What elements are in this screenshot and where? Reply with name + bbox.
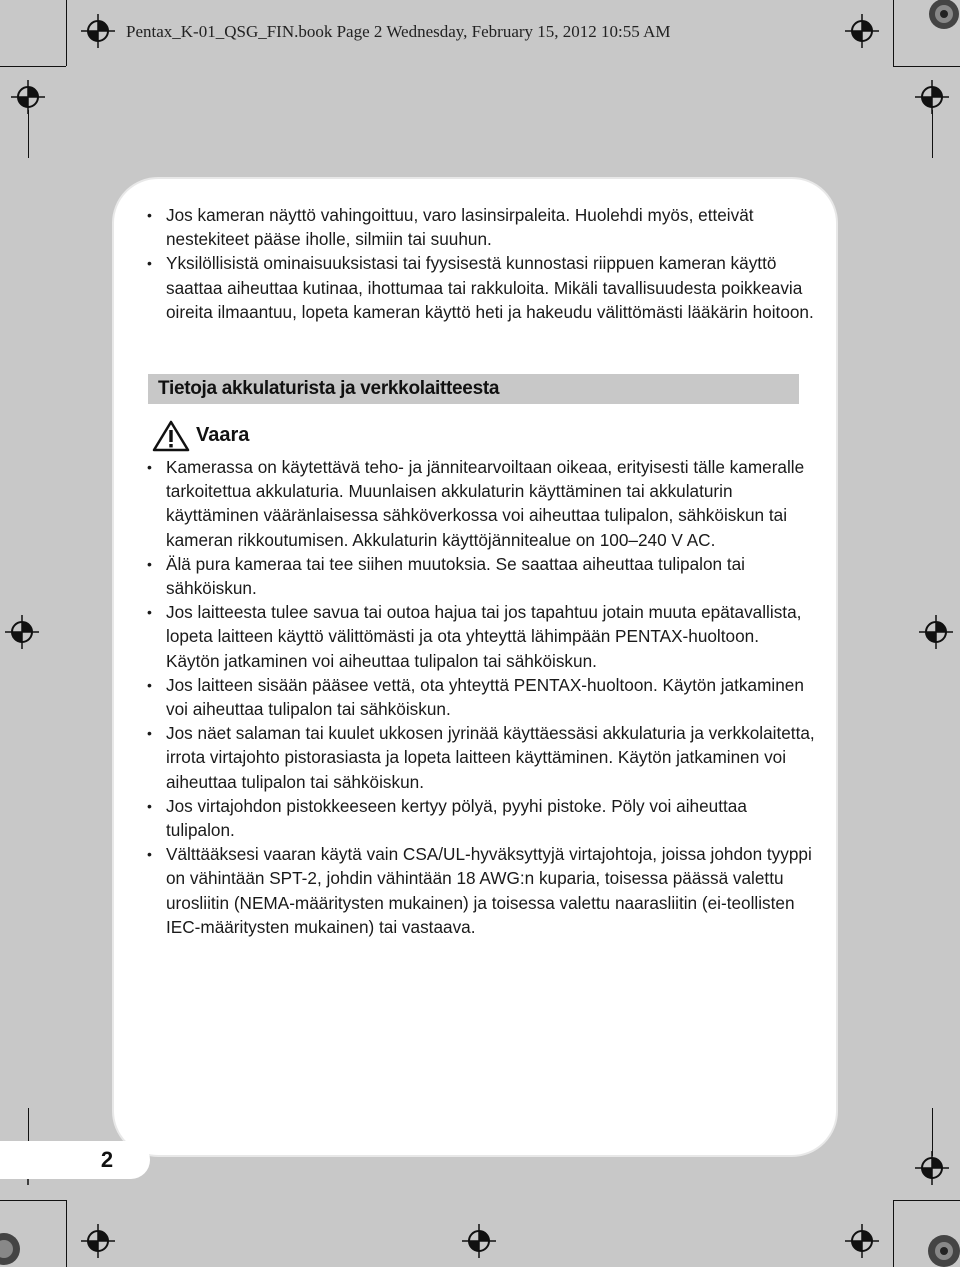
warning-triangle-icon (152, 420, 190, 452)
page-number: 2 (100, 1147, 114, 1172)
list-item: • Jos kameran näyttö vahingoittuu, varo lasinsirpaleita. Huolehdi myös, etteivät nestekiteet pääse iholle, silmiin tai suuhun. (146, 203, 816, 251)
print-header: Pentax_K-01_QSG_FIN.book Page 2 Wednesday, February 15, 2012 10:55 AM (126, 22, 671, 41)
registration-mark-icon (462, 1224, 496, 1258)
cut-line (893, 1200, 960, 1201)
list-item: • Jos laitteesta tulee savua tai outoa hajua tai jos tapahtuu jotain muuta epätavallista, lopeta laitteen käyttö välittömästi ja ota yhteyttä lähimpään PENTAX-huoltoon. Käytön jatkaminen voi aiheuttaa tulipalon tai sähköiskun. (146, 600, 816, 673)
registration-mark-icon (845, 14, 879, 48)
list-item: • Yksilöllisistä ominaisuuksistasi tai fyysisestä kunnostasi riippuen kameran käyttö saattaa aiheuttaa kutinaa, ihottumaa tai rakkuloita. Mikäli tavallisuudesta poikkeavia oireita ilmaantuu, lopeta kameran käyttö heti ja hakeudu välittömästi lääkärin hoitoon. (146, 251, 816, 324)
cut-line (893, 0, 894, 66)
registration-mark-icon (915, 1151, 949, 1185)
cut-line (893, 1200, 894, 1267)
cut-line (0, 1200, 66, 1201)
intro-bullet-list (146, 203, 816, 324)
list-item: • Älä pura kameraa tai tee siihen muutoksia. Se saattaa aiheuttaa tulipalon tai sähköiskun. (146, 552, 816, 600)
cut-line (893, 66, 960, 67)
registration-mark-icon (845, 1224, 879, 1258)
danger-bullet-list (146, 455, 816, 939)
cut-line (66, 1200, 67, 1267)
section-title: Tietoja akkulaturista ja verkkolaitteesta (158, 378, 500, 399)
registration-mark-icon (5, 615, 39, 649)
color-target-icon (924, 0, 960, 32)
cut-line (0, 66, 66, 67)
cut-line (66, 0, 67, 66)
registration-mark-icon (81, 14, 115, 48)
list-item: • Jos laitteen sisään pääsee vettä, ota yhteyttä PENTAX-huoltoon. Käytön jatkaminen voi aiheuttaa tulipalon tai sähköiskun. (146, 673, 816, 721)
list-item: • Välttääksesi vaaran käytä vain CSA/UL-hyväksyttyjä virtajohtoja, joissa johdon tyyppi on vähintään SPT-2, johdin vähintään 18 AWG:n kuparia, toisessa päässä valettu urosliitin (NEMA-määritysten mukainen) ja toisessa valettu naarasliitin (ei-teollisten IEC-määritysten mukainen) tai vastaava. (146, 842, 816, 939)
registration-mark-icon (915, 80, 949, 114)
registration-mark-icon (11, 80, 45, 114)
cut-line (932, 1108, 933, 1156)
danger-label: Vaara (196, 424, 250, 446)
list-item: • Jos näet salaman tai kuulet ukkosen jyrinää käyttäessäsi akkulaturia ja verkkolaitetta, irrota virtajohto pistorasiasta ja lopeta laitteen käyttäminen. Käytön jatkaminen voi aiheuttaa tulipalon tai sähköiskun. (146, 721, 816, 794)
section-heading-bar (148, 374, 799, 404)
list-item: • Kamerassa on käytettävä teho- ja jännitearvoiltaan oikeaa, erityisesti tälle kameralle tarkoitettua akkulaturia. Muunlaisen akkulaturin käyttäminen tai akkulaturin käyttäminen vääränlaisessa sähköverkossa voi aiheuttaa tulipalon, sähköiskun tai kameran rikkoutumisen. Akkulaturin käyttöjännitealue on 100–240 V AC. (146, 455, 816, 552)
color-target-icon (0, 1229, 22, 1267)
color-target-icon (924, 1229, 960, 1267)
registration-mark-icon (81, 1224, 115, 1258)
page-number-tab (0, 1141, 150, 1179)
cut-line (28, 110, 29, 158)
list-item: • Jos virtajohdon pistokkeeseen kertyy pölyä, pyyhi pistoke. Pöly voi aiheuttaa tulipalon. (146, 794, 816, 842)
registration-mark-icon (919, 615, 953, 649)
cut-line (932, 110, 933, 158)
